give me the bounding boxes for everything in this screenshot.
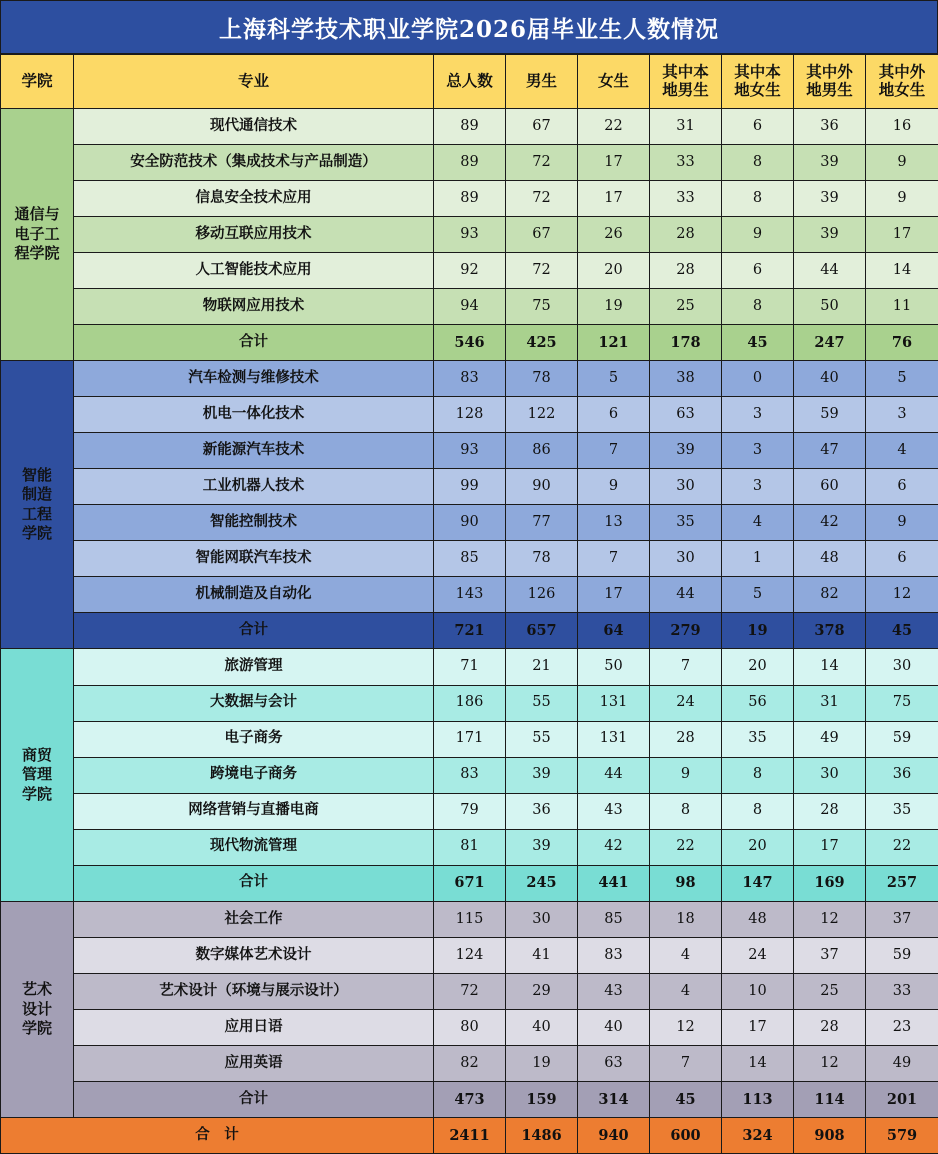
value-cell: 35 <box>722 721 794 757</box>
value-cell: 5 <box>866 361 938 397</box>
major-name: 人工智能技术应用 <box>74 253 434 289</box>
value-cell: 78 <box>506 361 578 397</box>
major-name: 社会工作 <box>74 901 434 937</box>
subtotal-value: 121 <box>578 325 650 361</box>
school-name-line: 设计 <box>21 999 52 1018</box>
header-major: 专业 <box>74 55 434 109</box>
value-cell: 8 <box>722 757 794 793</box>
value-cell: 6 <box>866 541 938 577</box>
value-cell: 20 <box>722 649 794 685</box>
header-local-male-line2: 地男生 <box>662 80 709 99</box>
value-cell: 28 <box>650 217 722 253</box>
value-cell: 10 <box>722 973 794 1009</box>
value-cell: 42 <box>794 505 866 541</box>
value-cell: 39 <box>794 181 866 217</box>
grand-total-value: 2411 <box>434 1117 506 1153</box>
major-name: 电子商务 <box>74 721 434 757</box>
value-cell: 83 <box>578 937 650 973</box>
value-cell: 126 <box>506 577 578 613</box>
table-row <box>1 361 938 397</box>
value-cell: 33 <box>650 145 722 181</box>
value-cell: 30 <box>506 901 578 937</box>
school-name-line: 工程 <box>21 504 52 523</box>
subtotal-value: 201 <box>866 1081 938 1117</box>
major-name: 安全防范技术（集成技术与产品制造） <box>74 145 434 181</box>
value-cell: 37 <box>794 937 866 973</box>
subtotal-value: 657 <box>506 613 578 649</box>
value-cell: 17 <box>866 217 938 253</box>
table-row <box>1 541 938 577</box>
value-cell: 36 <box>866 757 938 793</box>
value-cell: 82 <box>794 577 866 613</box>
value-cell: 29 <box>506 973 578 1009</box>
value-cell: 67 <box>506 109 578 145</box>
grand-total-value: 908 <box>794 1117 866 1153</box>
table-row <box>1 757 938 793</box>
value-cell: 63 <box>578 1045 650 1081</box>
subtotal-label: 合计 <box>74 325 434 361</box>
school-name-cell <box>1 901 74 1117</box>
value-cell: 81 <box>434 829 506 865</box>
value-cell: 6 <box>578 397 650 433</box>
subtotal-label: 合计 <box>74 613 434 649</box>
value-cell: 17 <box>578 181 650 217</box>
value-cell: 67 <box>506 217 578 253</box>
table-row <box>1 937 938 973</box>
school-name-line: 智能 <box>21 465 52 484</box>
table-row <box>1 1045 938 1081</box>
table-body <box>1 109 938 1154</box>
value-cell: 28 <box>650 721 722 757</box>
value-cell: 59 <box>866 937 938 973</box>
subtotal-value: 147 <box>722 865 794 901</box>
value-cell: 90 <box>434 505 506 541</box>
value-cell: 5 <box>722 577 794 613</box>
grand-total-label: 合 计 <box>1 1117 434 1153</box>
table-row <box>1 577 938 613</box>
value-cell: 40 <box>794 361 866 397</box>
value-cell: 9 <box>866 145 938 181</box>
value-cell: 3 <box>722 469 794 505</box>
value-cell: 22 <box>866 829 938 865</box>
header-total: 总人数 <box>434 55 506 109</box>
value-cell: 143 <box>434 577 506 613</box>
subtotal-value: 441 <box>578 865 650 901</box>
subtotal-value: 178 <box>650 325 722 361</box>
value-cell: 30 <box>866 649 938 685</box>
value-cell: 37 <box>866 901 938 937</box>
subtotal-value: 113 <box>722 1081 794 1117</box>
value-cell: 13 <box>578 505 650 541</box>
value-cell: 3 <box>866 397 938 433</box>
value-cell: 36 <box>794 109 866 145</box>
subtotal-value: 671 <box>434 865 506 901</box>
value-cell: 19 <box>506 1045 578 1081</box>
major-name: 机械制造及自动化 <box>74 577 434 613</box>
value-cell: 171 <box>434 721 506 757</box>
value-cell: 94 <box>434 289 506 325</box>
value-cell: 49 <box>794 721 866 757</box>
value-cell: 89 <box>434 109 506 145</box>
school-name-line: 通信与 <box>14 205 60 224</box>
subtotal-value: 76 <box>866 325 938 361</box>
major-name: 移动互联应用技术 <box>74 217 434 253</box>
value-cell: 115 <box>434 901 506 937</box>
header-local-male-line1: 其中本 <box>662 62 709 81</box>
value-cell: 43 <box>578 973 650 1009</box>
value-cell: 4 <box>650 973 722 1009</box>
value-cell: 8 <box>722 793 794 829</box>
table-row <box>1 469 938 505</box>
value-cell: 89 <box>434 181 506 217</box>
value-cell: 17 <box>722 1009 794 1045</box>
value-cell: 16 <box>866 109 938 145</box>
header-nonlocal-female <box>866 55 938 109</box>
value-cell: 85 <box>434 541 506 577</box>
subtotal-value: 98 <box>650 865 722 901</box>
school-name-line: 电子工 <box>14 224 60 243</box>
subtotal-value: 425 <box>506 325 578 361</box>
table-row <box>1 649 938 685</box>
value-cell: 12 <box>794 1045 866 1081</box>
value-cell: 7 <box>578 541 650 577</box>
header-female: 女生 <box>578 55 650 109</box>
school-name-cell <box>1 361 74 649</box>
value-cell: 23 <box>866 1009 938 1045</box>
subtotal-value: 45 <box>866 613 938 649</box>
subtotal-value: 314 <box>578 1081 650 1117</box>
table-row <box>1 793 938 829</box>
value-cell: 20 <box>578 253 650 289</box>
value-cell: 8 <box>722 289 794 325</box>
table-row <box>1 721 938 757</box>
school-name-line: 学院 <box>21 784 52 803</box>
value-cell: 72 <box>506 145 578 181</box>
major-name: 工业机器人技术 <box>74 469 434 505</box>
school-name-cell <box>1 649 74 901</box>
subtotal-value: 159 <box>506 1081 578 1117</box>
value-cell: 39 <box>506 757 578 793</box>
value-cell: 30 <box>794 757 866 793</box>
header-local-male <box>650 55 722 109</box>
value-cell: 8 <box>650 793 722 829</box>
major-name: 现代物流管理 <box>74 829 434 865</box>
value-cell: 44 <box>650 577 722 613</box>
value-cell: 90 <box>506 469 578 505</box>
subtotal-value: 247 <box>794 325 866 361</box>
major-name: 信息安全技术应用 <box>74 181 434 217</box>
value-cell: 12 <box>794 901 866 937</box>
subtotal-label: 合计 <box>74 865 434 901</box>
table-row <box>1 973 938 1009</box>
value-cell: 7 <box>650 1045 722 1081</box>
value-cell: 35 <box>650 505 722 541</box>
major-name: 物联网应用技术 <box>74 289 434 325</box>
value-cell: 3 <box>722 397 794 433</box>
value-cell: 9 <box>722 217 794 253</box>
value-cell: 71 <box>434 649 506 685</box>
value-cell: 7 <box>578 433 650 469</box>
value-cell: 41 <box>506 937 578 973</box>
value-cell: 55 <box>506 721 578 757</box>
subtotal-value: 721 <box>434 613 506 649</box>
value-cell: 14 <box>794 649 866 685</box>
header-nonlocal-male-line2: 地男生 <box>806 80 853 99</box>
value-cell: 22 <box>578 109 650 145</box>
subtotal-value: 19 <box>722 613 794 649</box>
value-cell: 40 <box>578 1009 650 1045</box>
subtotal-value: 45 <box>722 325 794 361</box>
value-cell: 128 <box>434 397 506 433</box>
school-name-line: 艺术 <box>21 980 52 999</box>
value-cell: 26 <box>578 217 650 253</box>
value-cell: 1 <box>722 541 794 577</box>
value-cell: 21 <box>506 649 578 685</box>
value-cell: 20 <box>722 829 794 865</box>
header-local-female <box>722 55 794 109</box>
grand-total-row <box>1 1117 938 1153</box>
value-cell: 24 <box>650 685 722 721</box>
value-cell: 78 <box>506 541 578 577</box>
table-row <box>1 397 938 433</box>
value-cell: 39 <box>794 217 866 253</box>
subtotal-label: 合计 <box>74 1081 434 1117</box>
value-cell: 17 <box>578 145 650 181</box>
major-name: 智能网联汽车技术 <box>74 541 434 577</box>
table-row <box>1 145 938 181</box>
value-cell: 24 <box>722 937 794 973</box>
value-cell: 50 <box>794 289 866 325</box>
value-cell: 7 <box>650 649 722 685</box>
value-cell: 77 <box>506 505 578 541</box>
value-cell: 44 <box>578 757 650 793</box>
value-cell: 5 <box>578 361 650 397</box>
value-cell: 35 <box>866 793 938 829</box>
value-cell: 92 <box>434 253 506 289</box>
value-cell: 9 <box>578 469 650 505</box>
school-name-line: 程学院 <box>14 244 60 263</box>
value-cell: 4 <box>866 433 938 469</box>
value-cell: 131 <box>578 721 650 757</box>
value-cell: 63 <box>650 397 722 433</box>
value-cell: 75 <box>866 685 938 721</box>
value-cell: 83 <box>434 361 506 397</box>
subtotal-value: 473 <box>434 1081 506 1117</box>
value-cell: 83 <box>434 757 506 793</box>
table-row <box>1 433 938 469</box>
value-cell: 59 <box>794 397 866 433</box>
subtotal-value: 279 <box>650 613 722 649</box>
grand-total-value: 579 <box>866 1117 938 1153</box>
value-cell: 49 <box>866 1045 938 1081</box>
value-cell: 38 <box>650 361 722 397</box>
value-cell: 40 <box>506 1009 578 1045</box>
school-name-line: 学院 <box>21 1019 52 1038</box>
value-cell: 48 <box>794 541 866 577</box>
header-local-female-line1: 其中本 <box>734 62 781 81</box>
subtotal-row <box>1 865 938 901</box>
value-cell: 28 <box>650 253 722 289</box>
value-cell: 4 <box>722 505 794 541</box>
value-cell: 50 <box>578 649 650 685</box>
value-cell: 25 <box>650 289 722 325</box>
value-cell: 8 <box>722 145 794 181</box>
value-cell: 9 <box>650 757 722 793</box>
table-row <box>1 217 938 253</box>
value-cell: 12 <box>866 577 938 613</box>
value-cell: 6 <box>866 469 938 505</box>
value-cell: 28 <box>794 1009 866 1045</box>
major-name: 新能源汽车技术 <box>74 433 434 469</box>
value-cell: 33 <box>866 973 938 1009</box>
grand-total-value: 1486 <box>506 1117 578 1153</box>
major-name: 旅游管理 <box>74 649 434 685</box>
value-cell: 22 <box>650 829 722 865</box>
subtotal-row <box>1 613 938 649</box>
grand-total-value: 940 <box>578 1117 650 1153</box>
value-cell: 14 <box>722 1045 794 1081</box>
value-cell: 72 <box>506 181 578 217</box>
value-cell: 9 <box>866 505 938 541</box>
page-title: 上海科学技术职业学院2026届毕业生人数情况 <box>0 0 938 54</box>
graduates-table <box>0 54 938 1154</box>
header-nonlocal-male-line1: 其中外 <box>806 62 853 81</box>
value-cell: 122 <box>506 397 578 433</box>
value-cell: 25 <box>794 973 866 1009</box>
value-cell: 72 <box>506 253 578 289</box>
major-name: 机电一体化技术 <box>74 397 434 433</box>
subtotal-value: 169 <box>794 865 866 901</box>
header-row <box>1 55 938 109</box>
grand-total-value: 600 <box>650 1117 722 1153</box>
school-name-line: 商贸 <box>21 745 52 764</box>
major-name: 网络营销与直播电商 <box>74 793 434 829</box>
value-cell: 12 <box>650 1009 722 1045</box>
major-name: 现代通信技术 <box>74 109 434 145</box>
value-cell: 30 <box>650 541 722 577</box>
value-cell: 31 <box>794 685 866 721</box>
header-male: 男生 <box>506 55 578 109</box>
table-row <box>1 901 938 937</box>
value-cell: 124 <box>434 937 506 973</box>
header-nonlocal-female-line2: 地女生 <box>878 80 926 99</box>
value-cell: 31 <box>650 109 722 145</box>
school-name-cell <box>1 109 74 361</box>
value-cell: 89 <box>434 145 506 181</box>
value-cell: 56 <box>722 685 794 721</box>
value-cell: 39 <box>506 829 578 865</box>
header-nonlocal-male <box>794 55 866 109</box>
value-cell: 43 <box>578 793 650 829</box>
value-cell: 0 <box>722 361 794 397</box>
value-cell: 11 <box>866 289 938 325</box>
value-cell: 80 <box>434 1009 506 1045</box>
value-cell: 39 <box>794 145 866 181</box>
school-name-line: 制造 <box>21 485 52 504</box>
value-cell: 93 <box>434 217 506 253</box>
table-row <box>1 829 938 865</box>
value-cell: 19 <box>578 289 650 325</box>
major-name: 应用日语 <box>74 1009 434 1045</box>
subtotal-row <box>1 1081 938 1117</box>
value-cell: 36 <box>506 793 578 829</box>
major-name: 数字媒体艺术设计 <box>74 937 434 973</box>
value-cell: 93 <box>434 433 506 469</box>
value-cell: 186 <box>434 685 506 721</box>
header-nonlocal-female-line1: 其中外 <box>878 62 926 81</box>
subtotal-value: 378 <box>794 613 866 649</box>
subtotal-value: 257 <box>866 865 938 901</box>
subtotal-value: 245 <box>506 865 578 901</box>
major-name: 艺术设计（环境与展示设计） <box>74 973 434 1009</box>
value-cell: 131 <box>578 685 650 721</box>
value-cell: 18 <box>650 901 722 937</box>
table-row <box>1 109 938 145</box>
school-name-line: 管理 <box>21 765 52 784</box>
major-name: 跨境电子商务 <box>74 757 434 793</box>
value-cell: 99 <box>434 469 506 505</box>
table-row <box>1 505 938 541</box>
value-cell: 60 <box>794 469 866 505</box>
subtotal-value: 45 <box>650 1081 722 1117</box>
grand-total-value: 324 <box>722 1117 794 1153</box>
value-cell: 8 <box>722 181 794 217</box>
value-cell: 17 <box>794 829 866 865</box>
table-row <box>1 181 938 217</box>
value-cell: 14 <box>866 253 938 289</box>
value-cell: 30 <box>650 469 722 505</box>
value-cell: 59 <box>866 721 938 757</box>
table-row <box>1 1009 938 1045</box>
value-cell: 47 <box>794 433 866 469</box>
table-row <box>1 289 938 325</box>
value-cell: 6 <box>722 109 794 145</box>
value-cell: 79 <box>434 793 506 829</box>
value-cell: 6 <box>722 253 794 289</box>
value-cell: 42 <box>578 829 650 865</box>
major-name: 智能控制技术 <box>74 505 434 541</box>
value-cell: 72 <box>434 973 506 1009</box>
major-name: 汽车检测与维修技术 <box>74 361 434 397</box>
major-name: 大数据与会计 <box>74 685 434 721</box>
school-name-line: 学院 <box>21 524 52 543</box>
value-cell: 75 <box>506 289 578 325</box>
subtotal-row <box>1 325 938 361</box>
value-cell: 3 <box>722 433 794 469</box>
major-name: 应用英语 <box>74 1045 434 1081</box>
subtotal-value: 64 <box>578 613 650 649</box>
subtotal-value: 546 <box>434 325 506 361</box>
value-cell: 44 <box>794 253 866 289</box>
value-cell: 17 <box>578 577 650 613</box>
value-cell: 4 <box>650 937 722 973</box>
value-cell: 39 <box>650 433 722 469</box>
value-cell: 86 <box>506 433 578 469</box>
value-cell: 33 <box>650 181 722 217</box>
table-row <box>1 253 938 289</box>
value-cell: 55 <box>506 685 578 721</box>
value-cell: 48 <box>722 901 794 937</box>
value-cell: 82 <box>434 1045 506 1081</box>
table-row <box>1 685 938 721</box>
header-local-female-line2: 地女生 <box>734 80 781 99</box>
header-school: 学院 <box>1 55 74 109</box>
value-cell: 85 <box>578 901 650 937</box>
value-cell: 28 <box>794 793 866 829</box>
value-cell: 9 <box>866 181 938 217</box>
subtotal-value: 114 <box>794 1081 866 1117</box>
